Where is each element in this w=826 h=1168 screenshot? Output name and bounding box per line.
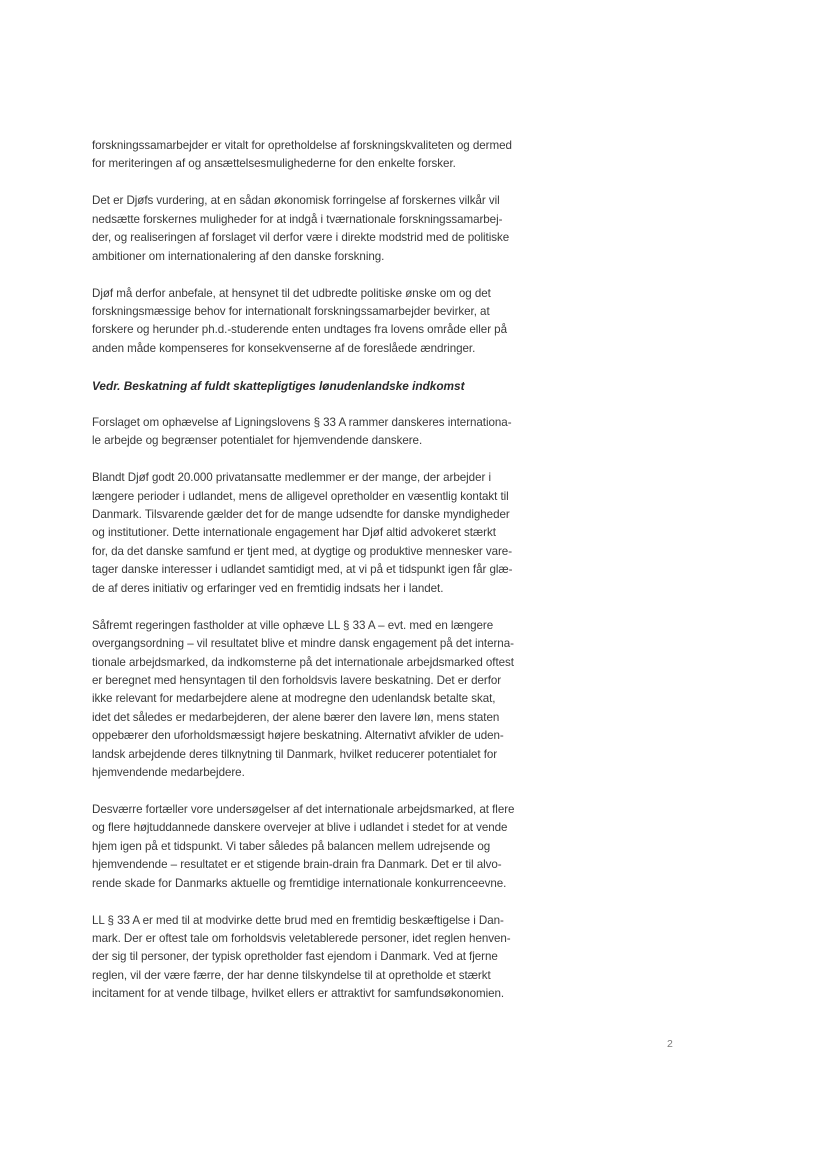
text-line: Vedr. Beskatning af fuldt skattepligtiges lønudenlandske indkomst [92, 378, 465, 393]
paragraph-gap [92, 451, 612, 470]
paragraph [92, 469, 612, 598]
section-heading [92, 377, 612, 395]
text-line: Djøf må derfor anbefale, at hensynet til det udbredte politiske ønske om og det [92, 286, 491, 300]
paragraph [92, 617, 612, 783]
text-line: hjem igen på et tidspunkt. Vi taber således på balancen mellem udrejsende og [92, 839, 491, 853]
text-line: er beregnet med hensyntagen til den forholdsvis lavere beskatning. Det er derfor [92, 673, 502, 687]
text-line: der, og realiseringen af forslaget vil derfor være i direkte modstrid med de politiske [92, 231, 510, 245]
text-line: tionale arbejdsmarked, da indkomsterne på det internationale arbejdsmarked oftest [92, 655, 514, 669]
text-line: tager danske interesser i udlandet samtidigt med, at vi på et tidspunkt igen får glæ- [92, 563, 513, 577]
paragraph [92, 192, 612, 266]
text-line: le arbejde og begrænser potentialet for hjemvendende danskere. [92, 434, 423, 448]
text-line: ikke relevant for medarbejdere alene at modregne den udenlandsk betalte skat, [92, 692, 496, 706]
text-line: længere perioder i udlandet, mens de alligevel opretholder en væsentlig kontakt til [92, 489, 509, 503]
text-line: anden måde kompenseres for konsekvenserne af de foreslåede ændringer. [92, 341, 476, 355]
text-line: overgangsordning – vil resultatet blive et mindre dansk engagement på det interna- [92, 637, 514, 651]
text-line: hjemvendende – resultatet er et stigende brain-drain fra Danmark. Det er til alvo- [92, 858, 502, 872]
paragraph [92, 285, 612, 359]
text-line: reglen, vil der være færre, der har denne tilskyndelse til at opretholde et stærkt [92, 968, 491, 982]
text-line: incitament for at vende tilbage, hvilket ellers er attraktivt for samfundsøkonomien. [92, 987, 505, 1001]
text-line: Blandt Djøf godt 20.000 privatansatte medlemmer er der mange, der arbejder i [92, 471, 491, 485]
text-line: Forslaget om ophævelse af Ligningslovens § 33 A rammer danskeres internationa- [92, 415, 512, 429]
text-line: Såfremt regeringen fastholder at ville ophæve LL § 33 A – evt. med en længere [92, 618, 494, 632]
paragraph-gap [92, 266, 612, 285]
paragraph-gap [92, 782, 612, 801]
paragraph-gap [92, 358, 612, 377]
text-line: ambitioner om internationalering af den danske forskning. [92, 249, 385, 263]
text-line: der sig til personer, der typisk opretholder fast ejendom i Danmark. Ved at fjerne [92, 950, 498, 964]
text-line: for meriteringen af og ansættelsesmulighederne for den enkelte forsker. [92, 157, 456, 171]
paragraph [92, 414, 612, 451]
text-line: forskere og herunder ph.d.-studerende enten undtages fra lovens område eller på [92, 323, 507, 337]
text-line: de af deres initiativ og erfaringer ved en fremtidig indsats her i landet. [92, 581, 444, 595]
text-line: landsk arbejdende deres tilknytning til Danmark, hvilket reducerer potentialet for [92, 747, 498, 761]
text-line: idet det således er medarbejderen, der alene bærer den lavere løn, mens staten [92, 710, 500, 724]
text-line: rende skade for Danmarks aktuelle og fremtidige internationale konkurrenceevne. [92, 876, 507, 890]
page-number: 2 [667, 1038, 673, 1050]
text-line: forskningsmæssige behov for internationalt forskningssamarbejder bevirker, at [92, 305, 490, 319]
paragraph [92, 801, 612, 893]
paragraph [92, 137, 612, 174]
text-line: oppebærer den uforholdsmæssigt højere beskatning. Alternativt afvikler de uden- [92, 729, 504, 743]
paragraph-gap [92, 893, 612, 912]
text-line: hjemvendende medarbejdere. [92, 765, 245, 779]
paragraph-gap [92, 598, 612, 617]
paragraph [92, 912, 612, 1004]
text-line: LL § 33 A er med til at modvirke dette brud med en fremtidig beskæftigelse i Dan- [92, 913, 504, 927]
document-body [92, 137, 612, 1004]
text-line: forskningssamarbejder er vitalt for opretholdelse af forskningskvaliteten og dermed [92, 139, 512, 152]
text-line: nedsætte forskernes muligheder for at indgå i tværnationale forskningssamarbej- [92, 212, 503, 226]
text-line: Danmark. Tilsvarende gælder det for de mange udsendte for danske myndigheder [92, 508, 510, 522]
text-line: og institutioner. Dette internationale engagement har Djøf altid advokeret stærkt [92, 526, 496, 540]
text-line: mark. Der er oftest tale om forholdsvis veletablerede personer, idet reglen henven- [92, 931, 511, 945]
paragraph-gap [92, 174, 612, 193]
text-line: for, da det danske samfund er tjent med, at dygtige og produktive mennesker vare- [92, 544, 513, 558]
text-line: Det er Djøfs vurdering, at en sådan økonomisk forringelse af forskernes vilkår vil [92, 194, 500, 208]
text-line: Desværre fortæller vore undersøgelser af det internationale arbejdsmarked, at flere [92, 802, 515, 816]
text-line: og flere højtuddannede danskere overvejer at blive i udlandet i stedet for at vende [92, 821, 508, 835]
paragraph-gap [92, 395, 612, 414]
